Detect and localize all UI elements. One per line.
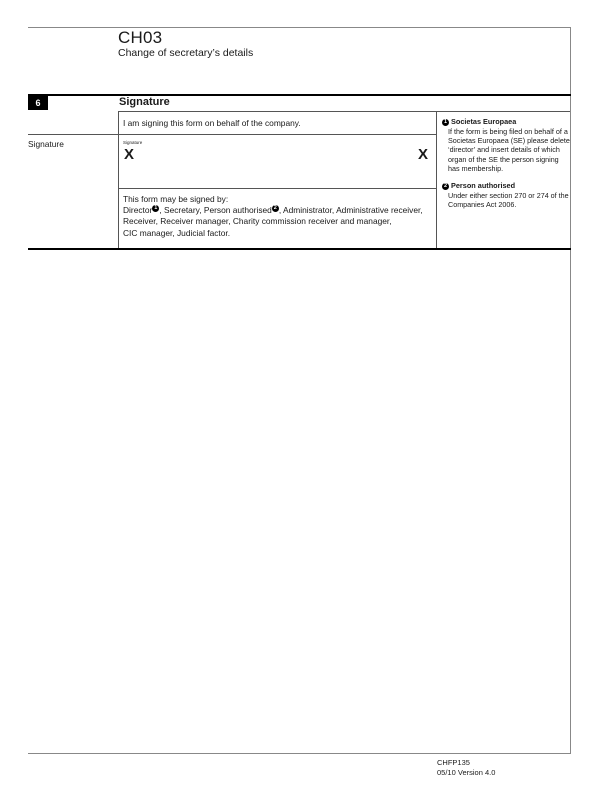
- note-1-marker-icon: 1: [443, 118, 448, 125]
- signers-block: [123, 194, 435, 239]
- note-marker-2-icon: 2: [273, 205, 277, 212]
- heading-underline: [118, 111, 570, 112]
- form-code: CH03: [118, 28, 163, 47]
- signature-divider: [118, 188, 436, 189]
- section-heading: Signature: [119, 96, 170, 108]
- section-top-rule: [28, 94, 571, 96]
- signature-row-left-rule: [28, 134, 118, 135]
- note-2-title: Person authorised: [451, 181, 516, 190]
- sign-left-x-mark: X: [124, 146, 135, 163]
- signers-intro: This form may be signed by:: [123, 194, 229, 204]
- note-1-body: If the form is being filed on behalf of a Societas Europaea (SE) please delete ‘director’ and insert details of which organ of the SE the person signing has membership.: [448, 126, 570, 174]
- note-1-title: Societas Europaea: [451, 117, 517, 126]
- section-number-badge: 6: [28, 96, 48, 110]
- bottom-rule: [28, 753, 571, 754]
- signature-row-label: Signature: [28, 139, 64, 149]
- right-frame-line: [570, 27, 571, 754]
- sign-right-x-mark: X: [418, 146, 429, 163]
- form-right-border: [436, 112, 437, 249]
- form-title: Change of secretary’s details: [118, 47, 254, 59]
- signers-line-1: Director 1 , Secretary, Person authorised 2 , Administrator, Administrative receiver,: [123, 205, 423, 216]
- note-2-body: Under either section 270 or 274 of the Companies Act 2006.: [448, 190, 569, 210]
- section-bottom-rule: [28, 248, 571, 250]
- note-marker-1-icon: 1: [154, 205, 158, 212]
- company-statement: I am signing this form on behalf of the company.: [123, 118, 301, 128]
- signers-line-2: Receiver, Receiver manager, Charity commission receiver and manager,: [123, 216, 392, 227]
- note-societas-europaea: [442, 118, 570, 174]
- note-person-authorised: [442, 182, 570, 209]
- signers-line-3: CIC manager, Judicial factor.: [123, 227, 231, 238]
- signature-field-label: Signature: [123, 140, 143, 145]
- signature-box[interactable]: [119, 135, 436, 185]
- top-rule: [28, 27, 571, 28]
- note-2-marker-icon: 2: [443, 182, 448, 189]
- footer-form-ref: CHFP135: [437, 758, 470, 767]
- footer-version: 05/10 Version 4.0: [437, 767, 496, 777]
- footer-reference: [437, 758, 495, 778]
